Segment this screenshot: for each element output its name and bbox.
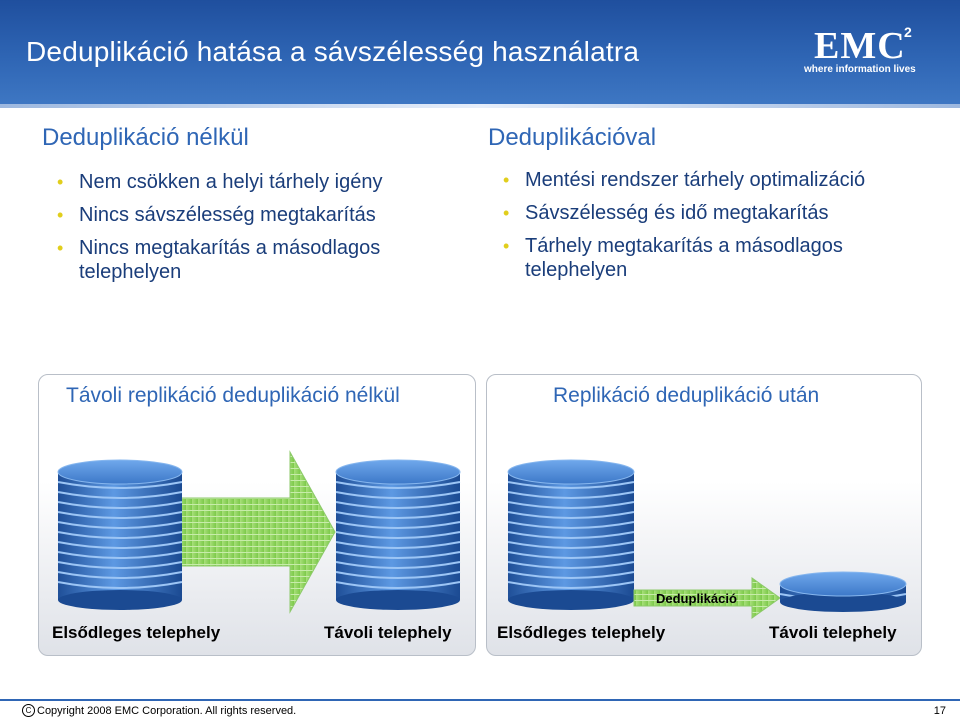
left-primary-site-label: Elsődleges telephely bbox=[52, 623, 221, 642]
footer-divider bbox=[0, 699, 960, 701]
bullet-text: Nem csökken a helyi tárhely igény bbox=[79, 171, 383, 193]
bullet-icon: • bbox=[57, 172, 64, 192]
panel-left-title: Távoli replikáció deduplikáció nélkül bbox=[66, 384, 400, 407]
bullet-icon: • bbox=[503, 203, 510, 223]
copyright-icon: C bbox=[22, 704, 35, 717]
bullet-icon: • bbox=[503, 236, 510, 256]
logo-text: EMC bbox=[814, 25, 906, 67]
bullet-text: Nincs megtakarítás a másodlagos telephelyen bbox=[79, 237, 381, 283]
left-column-heading: Deduplikáció nélkül bbox=[42, 124, 249, 151]
panel-right-title: Replikáció deduplikáció után bbox=[553, 384, 820, 407]
dedup-arrow-label: Deduplikáció bbox=[656, 591, 737, 606]
bullet-text: Mentési rendszer tárhely optimalizáció bbox=[525, 169, 866, 191]
bullet-text: Nincs sávszélesség megtakarítás bbox=[79, 204, 376, 226]
logo-tagline: where information lives bbox=[804, 64, 916, 75]
storage-stack-icon bbox=[336, 460, 460, 610]
storage-stack-icon bbox=[780, 572, 906, 612]
footer-copyright: Copyright 2008 EMC Corporation. All rights reserved. bbox=[37, 705, 297, 717]
storage-stack-icon bbox=[58, 460, 182, 610]
slide-title: Deduplikáció hatása a sávszélesség használatra bbox=[26, 36, 640, 67]
bullet-text: Tárhely megtakarítás a másodlagos telephelyen bbox=[525, 235, 843, 281]
right-primary-site-label: Elsődleges telephely bbox=[497, 623, 666, 642]
bullet-icon: • bbox=[503, 170, 510, 190]
bullet-icon: • bbox=[57, 238, 64, 258]
left-remote-site-label: Távoli telephely bbox=[324, 623, 452, 642]
page-number: 17 bbox=[933, 705, 946, 717]
right-column-heading: Deduplikációval bbox=[488, 124, 657, 151]
right-remote-site-label: Távoli telephely bbox=[769, 623, 897, 642]
bullet-text: Sávszélesség és idő megtakarítás bbox=[525, 202, 829, 224]
bullet-icon: • bbox=[57, 205, 64, 225]
logo-superscript: 2 bbox=[904, 24, 912, 40]
storage-stack-icon bbox=[508, 460, 634, 610]
